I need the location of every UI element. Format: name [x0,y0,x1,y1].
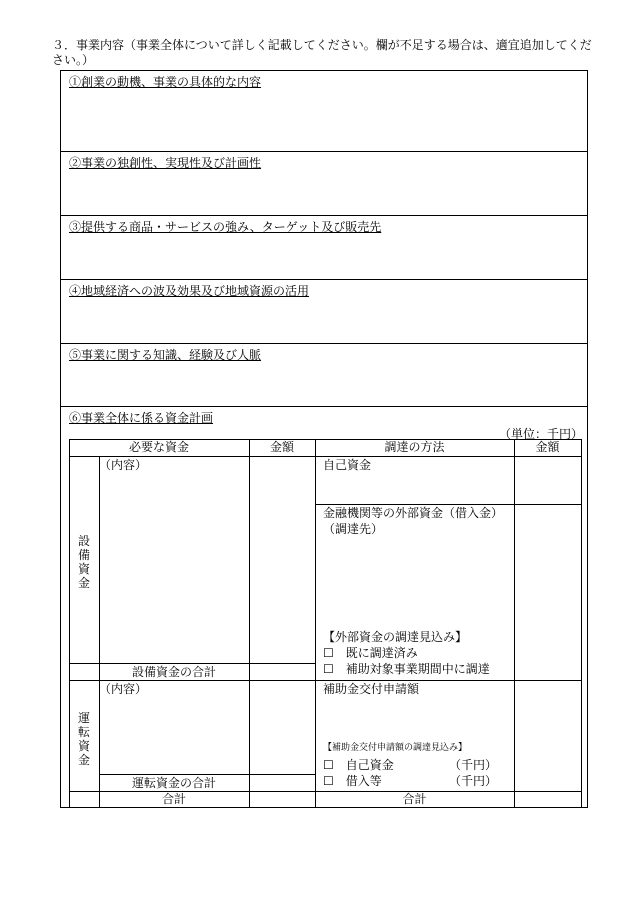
equipment-subtotal-label: 設備資金の合計 [131,665,216,679]
procure-during-period-checkbox[interactable]: ☐ 補助対象事業期間中に調達 [323,662,490,676]
section-title: ⑤事業に関する知識、経験及び人脈 [69,348,262,362]
operating-subtotal-label: 運転資金の合計 [131,776,216,790]
external-funds-label: 金融機関等の外部資金（借入金） [323,506,504,520]
header-amount: 金額 [269,440,294,454]
total-label: 合計 [161,792,186,806]
subsidy-loan-unit: （千円） [449,774,498,788]
header-needed-funds: 必要な資金 [128,440,189,454]
lender-input[interactable] [323,539,509,627]
equipment-subtotal-input[interactable] [250,664,314,679]
operating-amount-input[interactable] [250,681,314,773]
subsidy-amount-input[interactable] [515,681,580,790]
header-method: 調達の方法 [384,440,445,454]
own-funds-label: 自己資金 [323,458,372,472]
operating-content-label: （内容） [99,682,148,696]
sources-total-amount-input[interactable] [515,792,580,806]
already-procured-checkbox[interactable]: ☐ 既に調達済み [323,646,418,660]
external-funds-amount-input[interactable] [515,505,580,679]
header-amount-2: 金額 [535,440,560,454]
section-title: ①創業の動機、事業の具体的な内容 [69,75,262,89]
section-heading: ３．事業内容（事業全体について詳しく記載してください。欄が不足する場合は、適宜追加してください。） [52,38,592,67]
section-title: ②事業の独創性、実現性及び計画性 [69,156,262,170]
business-content-form [60,70,588,808]
section-title: ④地域経済への波及効果及び地域資源の活用 [69,284,310,298]
unit-label: （単位：千円） [498,427,583,441]
subsidy-outlook-label: 【補助金交付申請額の調達見込み】 [323,743,468,753]
lender-label: （調達先） [323,522,384,536]
funding-table [61,71,587,807]
external-outlook-label: 【外部資金の調達見込み】 [323,630,468,644]
equipment-content-label: （内容） [99,458,148,472]
subsidy-own-funds-checkbox[interactable]: ☐ 自己資金 [323,758,394,772]
operating-funds-label: 運 転 資 金 [77,711,90,767]
subsidy-own-funds-unit: （千円） [449,758,498,772]
section-title: ③提供する商品・サービスの強み、ターゲット及び販売先 [69,220,382,234]
own-funds-amount-input[interactable] [515,457,580,503]
equipment-amount-input[interactable] [250,457,314,662]
sources-total-label: 合計 [402,792,427,806]
subsidy-loan-checkbox[interactable]: ☐ 借入等 [323,774,382,788]
equipment-content-input[interactable] [100,473,248,661]
subsidy-label: 補助金交付申請額 [323,682,420,696]
total-amount-input[interactable] [250,792,314,806]
funding-plan-title: ⑥事業全体に係る資金計画 [69,411,214,425]
equipment-funds-label: 設 備 資 金 [77,534,90,590]
operating-content-input[interactable] [100,697,248,773]
